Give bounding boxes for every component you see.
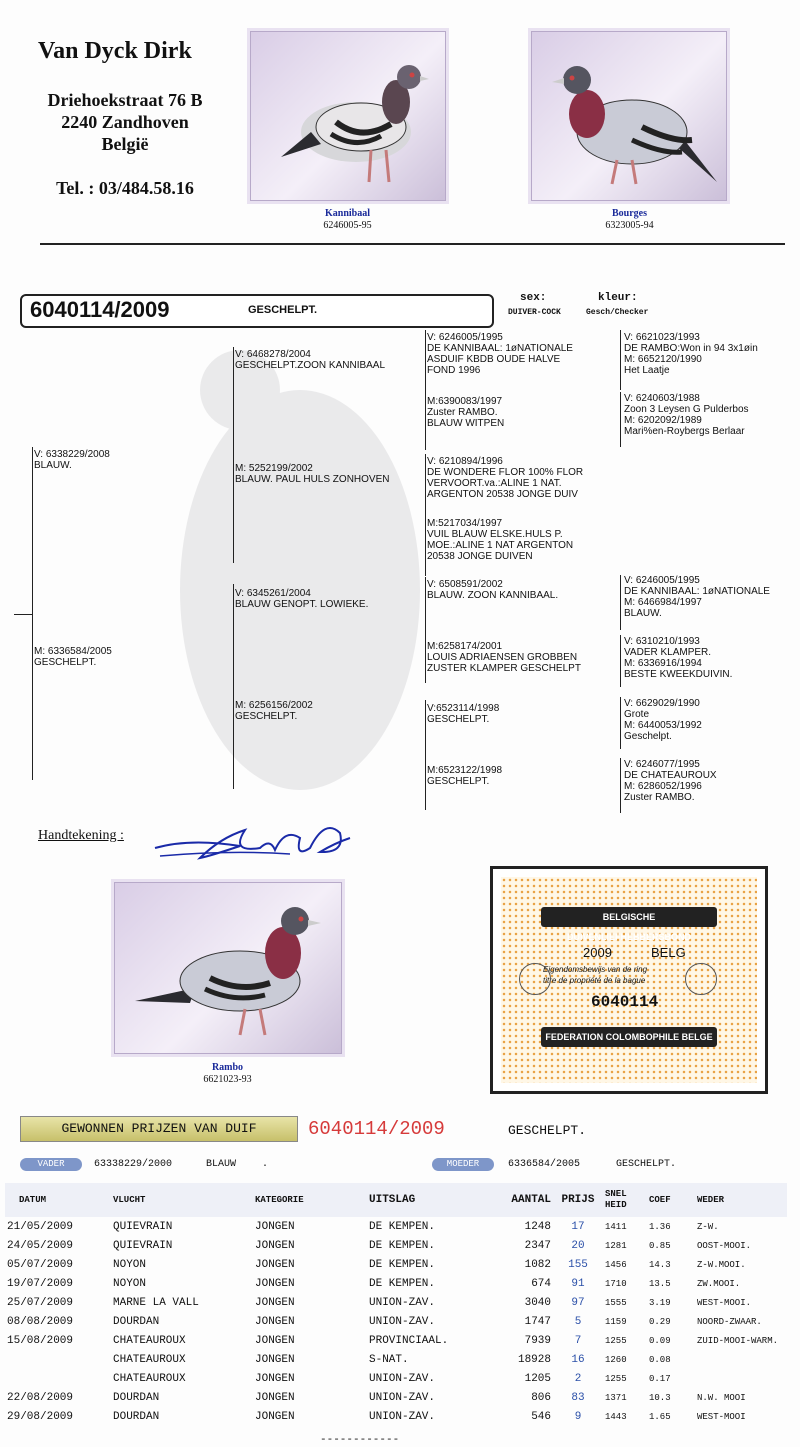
cell-kat: JONGEN	[255, 1372, 295, 1385]
photo-rambo-name: Rambo	[211, 1062, 244, 1073]
father-entry: V: 6338229/2008 BLAUW.	[34, 449, 110, 471]
bracket-g3	[620, 575, 621, 630]
bracket-fm	[425, 454, 426, 576]
prizes-table	[5, 1183, 787, 1426]
photo-bourges-ring: 6323005-94	[605, 220, 654, 231]
cell-weder: N.W. MOOI	[697, 1392, 746, 1403]
cell-snel: 1710	[605, 1278, 627, 1289]
cell-snel: 1159	[605, 1316, 627, 1327]
table-row	[5, 1331, 787, 1350]
cell-vlucht: CHATEAUROUX	[113, 1353, 186, 1366]
pigeon-image	[532, 32, 726, 200]
photo-kannibaal	[250, 31, 446, 201]
prizes-banner: GEWONNEN PRIJZEN VAN DUIF	[20, 1116, 298, 1142]
sex-label: sex:	[520, 292, 547, 304]
cell-coef: 0.17	[649, 1373, 671, 1384]
col-aantal: AANTAL	[495, 1183, 553, 1217]
bracket-g2	[620, 392, 621, 447]
cert-bottom-banner: FEDERATION COLOMBOPHILE BELGE	[541, 1027, 717, 1047]
vader-ring: 63338229/2000	[94, 1159, 173, 1170]
fmf-entry: V: 6210894/1996 DE WONDERE FLOR 100% FLOR VERVOORT.va.:ALINE 1 NAT. ARGENTON 20538 JONGE DUIV	[427, 456, 584, 500]
mfm-entry: M:6258174/2001 LOUIS ADRIAENSEN GROBBEN ZUSTER KLAMPER GESCHELPT	[427, 641, 581, 674]
vader-pill: VADER	[20, 1158, 82, 1171]
cell-vlucht: DOURDAN	[113, 1410, 160, 1423]
vader-dot: .	[262, 1159, 269, 1170]
cell-snel: 1255	[605, 1373, 627, 1384]
cell-snel: 1555	[605, 1297, 627, 1308]
cell-datum	[5, 1369, 111, 1388]
cell-uitslag: DE KEMPEN.	[369, 1239, 436, 1252]
bracket-mother	[233, 584, 234, 789]
table-row	[5, 1274, 787, 1293]
cell-vlucht: NOYON	[113, 1258, 147, 1271]
bracket-g5	[620, 697, 621, 749]
cell-snel: 1443	[605, 1411, 627, 1422]
cell-snel: 1456	[605, 1259, 627, 1270]
table-row	[5, 1217, 787, 1236]
bracket-g4	[620, 635, 621, 687]
fm-entry: M: 5252199/2002 BLAUW. PAUL HULS ZONHOVEN	[235, 463, 390, 485]
cell-weder: ZUID-MOOI-WARM.	[697, 1335, 779, 1346]
sex-value: DUIVER-COCK	[508, 308, 561, 317]
cell-snel: 1255	[605, 1335, 627, 1346]
pigeon-watermark	[150, 330, 450, 810]
cell-weder: WEST-MOOI	[697, 1411, 746, 1422]
cell-weder: OOST-MOOI.	[697, 1240, 752, 1251]
cell-kat: JONGEN	[255, 1258, 295, 1271]
col-coef: COEF	[647, 1183, 695, 1217]
col-uitslag: UITSLAG	[367, 1183, 495, 1217]
cell-vlucht: NOYON	[113, 1277, 147, 1290]
cert-top-banner: BELGISCHE DUIVENLIEFHEBBERSBOND	[541, 907, 717, 927]
cert-year: 2009	[583, 945, 612, 960]
mff-entry: V: 6508591/2002 BLAUW. ZOON KANNIBAAL.	[427, 579, 559, 601]
cell-aantal: 546	[531, 1410, 551, 1423]
moeder-color: GESCHELPT.	[616, 1159, 677, 1170]
pigeon-image	[251, 32, 445, 200]
pigeon-image	[115, 883, 341, 1053]
cell-coef: 13.5	[649, 1278, 671, 1289]
cell-prijs: 2	[574, 1372, 582, 1385]
cell-weder: Z-W.	[697, 1221, 719, 1232]
ffm-entry: M:6390083/1997 Zuster RAMBO. BLAUW WITPEN	[427, 396, 505, 429]
moeder-ring: 6336584/2005	[508, 1159, 581, 1170]
cell-prijs: 97	[571, 1296, 585, 1309]
cell-kat: JONGEN	[255, 1353, 295, 1366]
mother-entry: M: 6336584/2005 GESCHELPT.	[34, 646, 112, 668]
col-kategorie: KATEGORIE	[253, 1183, 367, 1217]
cell-coef: 3.19	[649, 1297, 671, 1308]
photo-rambo-ring: 6621023-93	[203, 1074, 252, 1085]
cell-vlucht: QUIEVRAIN	[113, 1220, 173, 1233]
cell-vlucht: CHATEAUROUX	[113, 1334, 186, 1347]
cell-prijs: 5	[574, 1315, 582, 1328]
cell-kat: JONGEN	[255, 1296, 295, 1309]
cell-aantal: 1248	[524, 1220, 551, 1233]
cell-coef: 1.65	[649, 1411, 671, 1422]
table-row	[5, 1388, 787, 1407]
cell-aantal: 1747	[524, 1315, 551, 1328]
cell-kat: JONGEN	[255, 1277, 295, 1290]
cell-prijs: 83	[571, 1391, 585, 1404]
cell-snel: 1260	[605, 1354, 627, 1365]
prizes-ring: 6040114/2009	[308, 1118, 445, 1140]
cell-datum: 15/08/2009	[7, 1334, 74, 1347]
root-line	[14, 614, 32, 615]
cell-datum: 19/07/2009	[7, 1277, 74, 1290]
cell-kat: JONGEN	[255, 1315, 295, 1328]
ring-certificate	[490, 866, 768, 1094]
cell-prijs: 9	[574, 1410, 582, 1423]
cell-weder: Z-W.MOOI.	[697, 1259, 746, 1270]
cell-datum: 21/05/2009	[7, 1220, 74, 1233]
bracket-mm	[425, 700, 426, 810]
cell-coef: 1.36	[649, 1221, 671, 1232]
cell-uitslag: PROVINCIAAL.	[369, 1334, 449, 1347]
pigeon-color: GESCHELPT.	[248, 304, 318, 316]
cell-kat: JONGEN	[255, 1410, 295, 1423]
cell-snel: 1411	[605, 1221, 627, 1232]
header-divider	[40, 243, 785, 245]
grand-entry-1: V: 6621023/1993 DE RAMBO:Won in 94 3x1øin M: 6652120/1990 Het Laatje	[624, 332, 758, 376]
cell-prijs: 91	[571, 1277, 585, 1290]
cert-country: BELG	[651, 945, 686, 960]
cell-aantal: 7939	[524, 1334, 551, 1347]
cell-vlucht: DOURDAN	[113, 1315, 160, 1328]
cell-datum: 22/08/2009	[7, 1391, 74, 1404]
cell-prijs: 16	[571, 1353, 585, 1366]
cell-snel: 1371	[605, 1392, 627, 1403]
cert-line1: Eigendomsbewijs van de ring	[543, 965, 648, 974]
grand-entry-6: V: 6246077/1995 DE CHATEAUROUX M: 6286052/1996 Zuster RAMBO.	[624, 759, 717, 803]
cell-weder: ZW.MOOI.	[697, 1278, 741, 1289]
table-row	[5, 1255, 787, 1274]
mmm-entry: M:6523122/1998 GESCHELPT.	[427, 765, 503, 787]
cell-uitslag: UNION-ZAV.	[369, 1391, 436, 1404]
cell-kat: JONGEN	[255, 1334, 295, 1347]
cell-uitslag: DE KEMPEN.	[369, 1258, 436, 1271]
owner-name: Van Dyck Dirk	[38, 38, 192, 64]
moeder-pill: MOEDER	[432, 1158, 494, 1171]
photo-rambo	[114, 882, 342, 1054]
cell-weder	[695, 1350, 787, 1369]
photo-bourges-name: Bourges	[612, 208, 647, 219]
cell-aantal: 2347	[524, 1239, 551, 1252]
table-row	[5, 1407, 787, 1426]
mm-entry: M: 6256156/2002 GESCHELPT.	[235, 700, 313, 722]
photo-kannibaal-name: Kannibaal	[324, 208, 371, 219]
cell-uitslag: UNION-ZAV.	[369, 1315, 436, 1328]
table-row	[5, 1236, 787, 1255]
mmf-entry: V:6523114/1998 GESCHELPT.	[427, 703, 500, 725]
signature-label: Handtekening :	[38, 828, 124, 843]
cell-uitslag: S-NAT.	[369, 1353, 409, 1366]
cell-vlucht: CHATEAUROUX	[113, 1372, 186, 1385]
cell-weder: WEST-MOOI.	[697, 1297, 752, 1308]
cell-uitslag: UNION-ZAV.	[369, 1372, 436, 1385]
grand-entry-3: V: 6246005/1995 DE KANNIBAAL: 1øNATIONALE M: 6466984/1997 BLAUW.	[624, 575, 770, 619]
cell-coef: 14.3	[649, 1259, 671, 1270]
prizes-header-row	[5, 1183, 787, 1217]
fff-entry: V: 6246005/1995 DE KANNIBAAL: 1øNATIONALE ASDUIF KBDB OUDE HALVE FOND 1996	[427, 332, 573, 376]
grand-entry-2: V: 6240603/1988 Zoon 3 Leysen G Pulderbos M: 6202092/1989 Mari%en-Roybergs Berlaar	[624, 393, 749, 437]
cell-kat: JONGEN	[255, 1239, 295, 1252]
cell-prijs: 20	[571, 1239, 585, 1252]
cell-coef: 0.09	[649, 1335, 671, 1346]
col-snelheid: SNEL HEID	[603, 1183, 647, 1217]
cell-kat: JONGEN	[255, 1391, 295, 1404]
cell-prijs: 155	[568, 1258, 588, 1271]
cell-datum	[5, 1350, 111, 1369]
cell-datum: 29/08/2009	[7, 1410, 74, 1423]
cell-coef: 0.85	[649, 1240, 671, 1251]
photo-bourges	[531, 31, 727, 201]
cert-seal-left	[519, 963, 551, 995]
ff-entry: V: 6468278/2004 GESCHELPT.ZOON KANNIBAAL	[235, 349, 386, 371]
bracket-g1	[620, 330, 621, 390]
cell-snel: 1281	[605, 1240, 627, 1251]
kleur-label: kleur:	[598, 292, 638, 304]
bracket-father	[233, 347, 234, 563]
cell-kat: JONGEN	[255, 1220, 295, 1233]
cell-datum: 24/05/2009	[7, 1239, 74, 1252]
cell-uitslag: UNION-ZAV.	[369, 1296, 436, 1309]
bracket-ff	[425, 330, 426, 450]
table-row	[5, 1312, 787, 1331]
owner-phone: Tel. : 03/484.58.16	[56, 178, 194, 198]
cell-uitslag: UNION-ZAV.	[369, 1410, 436, 1423]
cell-prijs: 7	[574, 1334, 582, 1347]
cell-aantal: 1205	[524, 1372, 551, 1385]
owner-country: België	[101, 134, 149, 154]
bracket-mf	[425, 577, 426, 683]
cert-seal-right	[685, 963, 717, 995]
cell-coef: 10.3	[649, 1392, 671, 1403]
cell-datum: 08/08/2009	[7, 1315, 74, 1328]
cell-coef: 0.29	[649, 1316, 671, 1327]
grand-entry-5: V: 6629029/1990 Grote M: 6440053/1992 Geschelpt.	[624, 698, 702, 742]
cell-weder: NOORD-ZWAAR.	[697, 1316, 762, 1327]
cell-aantal: 18928	[517, 1353, 551, 1366]
cell-vlucht: QUIEVRAIN	[113, 1239, 173, 1252]
col-datum: DATUM	[5, 1183, 111, 1217]
table-row	[5, 1293, 787, 1312]
fmm-entry: M:5217034/1997 VUIL BLAUW ELSKE.HULS P. MOE.:ALINE 1 NAT ARGENTON 20538 JONGE DUIVEN	[427, 518, 574, 562]
grand-entry-4: V: 6310210/1993 VADER KLAMPER. M: 6336916/1994 BESTE KWEEKDUIVIN.	[624, 636, 733, 680]
cell-aantal: 1082	[524, 1258, 551, 1271]
col-weder: WEDER	[695, 1183, 787, 1217]
prizes-color: GESCHELPT.	[508, 1123, 587, 1138]
cell-vlucht: MARNE LA VALL	[113, 1296, 199, 1309]
vader-color: BLAUW	[206, 1159, 237, 1170]
cert-ring: 6040114	[591, 993, 659, 1011]
owner-street: Driehoekstraat 76 B	[47, 90, 203, 110]
col-prijs: PRIJS	[553, 1183, 603, 1217]
cell-uitslag: DE KEMPEN.	[369, 1220, 436, 1233]
kleur-value: Gesch/Checker	[586, 308, 649, 317]
photo-kannibaal-ring: 6246005-95	[323, 220, 372, 231]
table-row	[5, 1350, 787, 1369]
bracket-g6	[620, 758, 621, 813]
cell-vlucht: DOURDAN	[113, 1391, 160, 1404]
mf-entry: V: 6345261/2004 BLAUW GENOPT. LOWIEKE.	[235, 588, 369, 610]
signature-image	[150, 808, 360, 868]
cell-datum: 05/07/2009	[7, 1258, 74, 1271]
owner-city: 2240 Zandhoven	[61, 112, 189, 132]
pigeon-ring: 6040114/2009	[30, 297, 170, 322]
cell-aantal: 806	[531, 1391, 551, 1404]
cell-aantal: 674	[531, 1277, 551, 1290]
cell-prijs: 17	[571, 1220, 585, 1233]
table-row	[5, 1369, 787, 1388]
cell-aantal: 3040	[524, 1296, 551, 1309]
table-footer: ------------	[320, 1434, 400, 1446]
cell-uitslag: DE KEMPEN.	[369, 1277, 436, 1290]
bracket-level1	[32, 447, 33, 780]
cell-datum: 25/07/2009	[7, 1296, 74, 1309]
cert-line2: titre de propriété de la bague	[543, 976, 646, 985]
col-vlucht: VLUCHT	[111, 1183, 253, 1217]
cell-weder	[695, 1369, 787, 1388]
cell-coef: 0.08	[649, 1354, 671, 1365]
